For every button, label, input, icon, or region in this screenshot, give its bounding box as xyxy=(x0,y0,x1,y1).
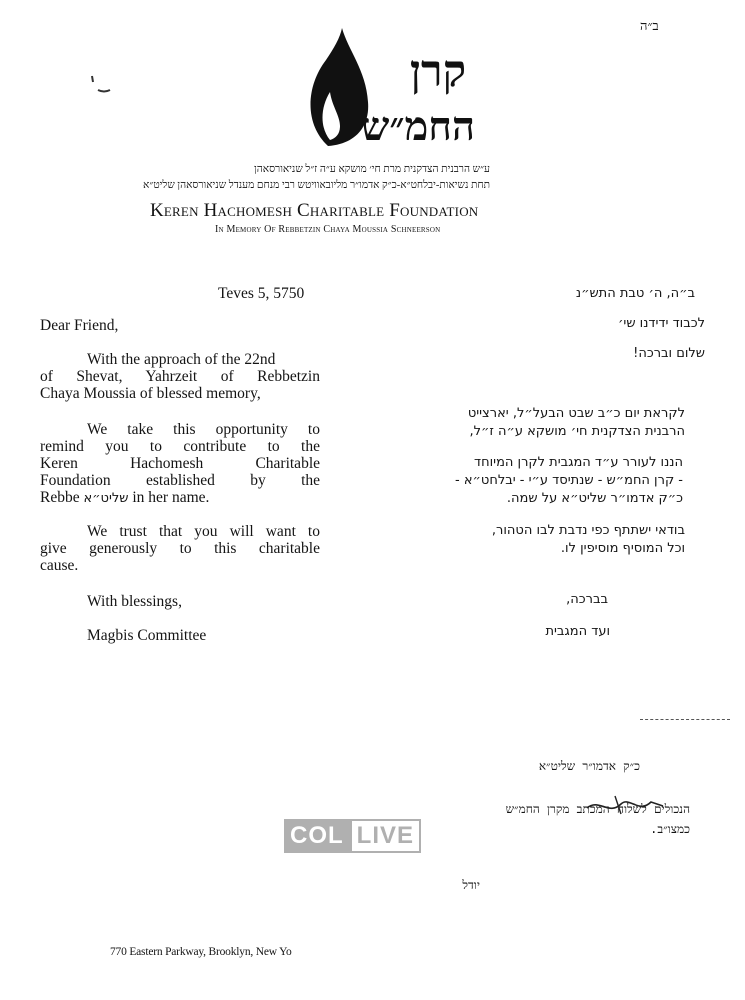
date-english: Teves 5, 5750 xyxy=(218,285,305,302)
note-line-4: יודל xyxy=(462,878,480,892)
text-line: כ״ק אדמו״ר שליט״א על שמה. xyxy=(506,491,683,506)
watermark-part-2: LIVE xyxy=(350,819,421,853)
hebrew-title-fragment: שליט״א xyxy=(83,491,129,506)
text-line: Foundation established by the xyxy=(40,472,320,489)
text-fragment: Rebbe xyxy=(40,489,84,506)
scan-dash-line xyxy=(640,719,730,720)
bh-corner-mark: ב״ה xyxy=(640,18,659,33)
text-line: remind you to contribute to the xyxy=(40,438,320,455)
text-line: הרבנית הצדקנית חי׳ מושקא ע״ה ז״ל, xyxy=(469,424,685,439)
salutation-english: Dear Friend, xyxy=(40,317,119,334)
text-line: לקראת יום כ״ב שבט הבעל״ל, יארצייט xyxy=(467,406,685,421)
text-line: With the approach of the 22nd xyxy=(87,351,276,368)
signature-english: Magbis Committee xyxy=(87,627,207,644)
text-line: Keren Hachomesh Charitable xyxy=(40,455,320,472)
strikethrough-scribble-icon xyxy=(585,794,665,818)
addressee-hebrew: לכבוד ידידנו שי׳ xyxy=(618,316,705,331)
note-line-2: הנכולים לשלוח המכתב מקרן החמ״ש xyxy=(505,802,690,816)
text-fragment: in her name. xyxy=(128,489,210,506)
signature-hebrew: ועד המגבית xyxy=(545,624,610,639)
text-line: וכל המוסיף מוסיפין לו. xyxy=(560,541,685,556)
text-line: - קרן החמ״ש - שנתיסד ע״י - יבלחט״א - xyxy=(455,473,683,488)
date-hebrew: ב״ה, ה׳ טבת התש״נ xyxy=(575,286,695,301)
text-line: Chaya Moussia of blessed memory, xyxy=(40,385,261,402)
text-line: בודאי ישתתף כפי נדבת לבו הטהור, xyxy=(491,523,685,538)
watermark-logo xyxy=(284,819,418,853)
org-hebrew-line-1: ע״ש הרבנית הצדקנית מרת חי׳ מושקא ע״ה ז״ל שניאורסאהן xyxy=(254,164,490,175)
hebrew-paragraph-2 xyxy=(380,454,683,508)
note-line-3: כמצו״ב. xyxy=(650,822,690,836)
text-line: of Shevat, Yahrzeit of Rebbetzin xyxy=(40,368,320,385)
english-paragraph-2 xyxy=(40,421,320,506)
org-english-name: Keren Hachomesh Charitable Foundation xyxy=(150,200,479,221)
footer-address: 770 Eastern Parkway, Brooklyn, New Yo xyxy=(110,946,292,958)
closing-hebrew: בברכה, xyxy=(566,592,608,607)
text-line: cause. xyxy=(40,557,79,574)
flame-logo-icon xyxy=(268,28,488,148)
watermark-part-1: COL xyxy=(284,819,350,853)
text-line: give generously to this charitable xyxy=(40,540,320,557)
closing-english: With blessings, xyxy=(87,593,182,610)
hebrew-paragraph-3 xyxy=(380,522,685,558)
logo-hebrew-top: קרן xyxy=(409,46,467,97)
note-line-1: כ״ק אדמו״ר שליט״א xyxy=(538,759,640,773)
scan-mark-icon xyxy=(86,70,116,100)
english-paragraph-1 xyxy=(40,351,320,402)
logo-hebrew-bottom: החמ״ש xyxy=(361,103,475,148)
english-paragraph-3 xyxy=(40,523,320,574)
text-line: We trust that you will want to xyxy=(87,523,320,540)
text-line: We take this opportunity to xyxy=(87,421,320,438)
hebrew-paragraph-1 xyxy=(380,405,685,441)
org-english-subtitle: In Memory Of Rebbetzin Chaya Moussia Schneerson xyxy=(215,224,441,235)
org-hebrew-line-2: תחת נשיאות-יבלחט״א-כ״ק אדמו״ר מליובאוויטש רבי מנחם מענדל שניאורסאהן שליט״א xyxy=(143,180,490,191)
greeting-hebrew: שלום וברכה! xyxy=(633,346,705,361)
text-line xyxy=(40,489,320,506)
text-line: הננו לעורר ע״ד המגבית לקרן המיוחד xyxy=(474,455,683,470)
